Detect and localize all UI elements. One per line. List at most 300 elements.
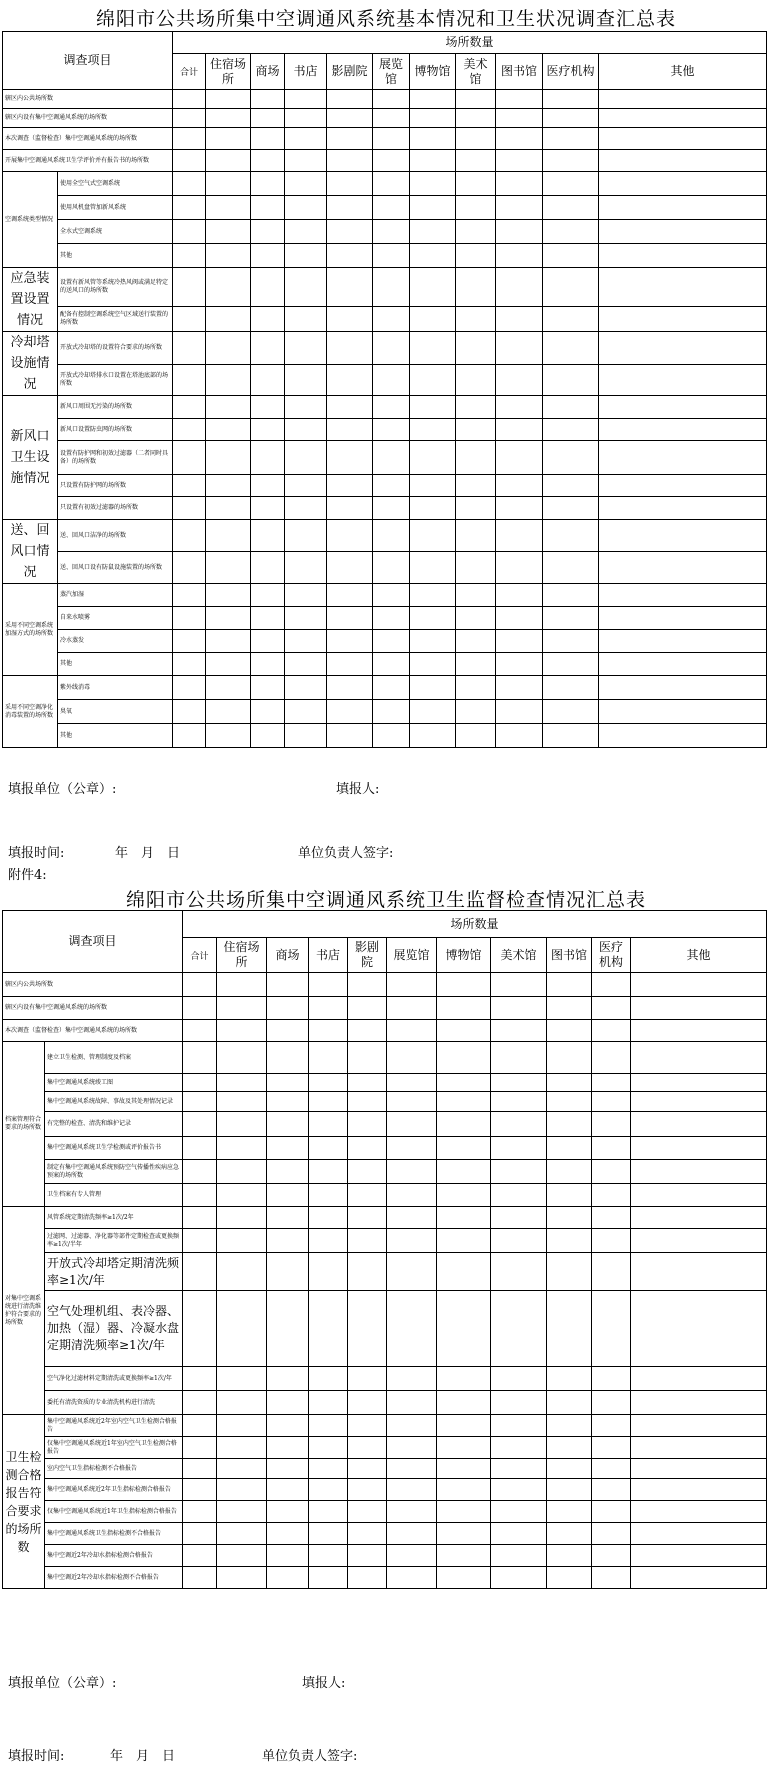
data-cell xyxy=(217,1479,267,1501)
data-cell xyxy=(173,607,206,630)
data-cell xyxy=(217,997,267,1020)
data-cell xyxy=(373,172,410,196)
data-cell xyxy=(348,1160,387,1184)
data-cell xyxy=(173,172,206,196)
data-cell xyxy=(491,1137,547,1160)
data-cell xyxy=(599,172,767,196)
data-cell xyxy=(327,244,373,268)
data-cell xyxy=(496,90,543,109)
data-cell xyxy=(437,1042,491,1074)
data-cell xyxy=(410,365,456,396)
data-cell xyxy=(348,1391,387,1415)
column-header: 合计 xyxy=(183,938,217,973)
data-cell xyxy=(437,1074,491,1092)
t1-footer-time: 填报时间: xyxy=(8,846,65,861)
data-cell xyxy=(592,1567,631,1589)
row-label: 辖区内公共场所数 xyxy=(3,90,173,109)
data-cell xyxy=(599,150,767,172)
data-cell xyxy=(592,1074,631,1092)
data-cell xyxy=(599,441,767,475)
data-cell xyxy=(491,1459,547,1479)
data-cell xyxy=(547,997,592,1020)
data-cell xyxy=(183,997,217,1020)
data-cell xyxy=(410,441,456,475)
data-cell xyxy=(437,1020,491,1042)
sub-label: 开放式冷却塔排水口设置在塔池底部的场所数 xyxy=(58,365,173,396)
data-cell xyxy=(437,1545,491,1567)
sub-label: 蒸汽加湿 xyxy=(58,584,173,607)
data-cell xyxy=(206,172,251,196)
data-cell xyxy=(373,630,410,653)
data-cell xyxy=(496,475,543,497)
sub-label: 设置有防护网和初效过滤器（二者同时具备）的场所数 xyxy=(58,441,173,475)
data-cell xyxy=(547,1437,592,1459)
data-cell xyxy=(387,1229,437,1253)
data-cell xyxy=(373,332,410,365)
data-cell xyxy=(327,630,373,653)
data-cell xyxy=(410,150,456,172)
data-cell xyxy=(456,676,496,700)
data-cell xyxy=(437,1523,491,1545)
data-cell xyxy=(251,520,285,552)
data-cell xyxy=(217,1415,267,1437)
data-cell xyxy=(410,724,456,748)
sub-label: 使用风机盘管加新风系统 xyxy=(58,196,173,220)
data-cell xyxy=(348,1479,387,1501)
data-cell xyxy=(373,497,410,520)
table-row xyxy=(3,700,767,724)
data-cell xyxy=(491,1229,547,1253)
data-cell xyxy=(251,172,285,196)
data-cell xyxy=(285,724,327,748)
data-cell xyxy=(547,1415,592,1437)
data-cell xyxy=(599,700,767,724)
data-cell xyxy=(173,196,206,220)
table-row xyxy=(3,1545,767,1567)
data-cell xyxy=(496,365,543,396)
data-cell xyxy=(456,196,496,220)
data-cell xyxy=(173,700,206,724)
data-cell xyxy=(183,1367,217,1391)
data-cell xyxy=(592,1437,631,1459)
header-row xyxy=(3,32,767,54)
data-cell xyxy=(437,1137,491,1160)
data-cell xyxy=(309,1137,348,1160)
data-cell xyxy=(547,1567,592,1589)
table-row xyxy=(3,365,767,396)
data-cell xyxy=(217,1160,267,1184)
data-cell xyxy=(592,1207,631,1229)
quantity-header: 场所数量 xyxy=(183,911,767,938)
column-header: 合计 xyxy=(173,54,206,90)
sub-label: 集中空调通风系统故障、事故及其处理情况记录 xyxy=(45,1092,183,1112)
data-cell xyxy=(309,1367,348,1391)
attachment-label: 附件4: xyxy=(8,868,47,883)
sub-label: 送、回风口设有防鼠设施装置的场所数 xyxy=(58,552,173,584)
data-cell xyxy=(267,1415,309,1437)
data-cell xyxy=(348,1184,387,1207)
data-cell xyxy=(547,1042,592,1074)
sub-label: 新风口设置防虫网的场所数 xyxy=(58,419,173,441)
data-cell xyxy=(496,307,543,332)
data-cell xyxy=(348,1020,387,1042)
group-label: 采用不同空调系统加湿方式的场所数 xyxy=(3,584,58,676)
data-cell xyxy=(267,1184,309,1207)
data-cell xyxy=(251,244,285,268)
row-label: 辖区内设有集中空调通风系统的场所数 xyxy=(3,997,183,1020)
data-cell xyxy=(456,150,496,172)
data-cell xyxy=(599,584,767,607)
column-header: 书店 xyxy=(309,938,348,973)
data-cell xyxy=(309,997,348,1020)
data-cell xyxy=(327,653,373,676)
data-cell xyxy=(437,1479,491,1501)
data-cell xyxy=(285,396,327,419)
data-cell xyxy=(327,724,373,748)
data-cell xyxy=(387,1092,437,1112)
data-cell xyxy=(285,332,327,365)
data-cell xyxy=(543,90,599,109)
data-cell xyxy=(309,1042,348,1074)
data-cell xyxy=(543,172,599,196)
data-cell xyxy=(387,1501,437,1523)
data-cell xyxy=(496,584,543,607)
table-row xyxy=(3,220,767,244)
data-cell xyxy=(251,475,285,497)
data-cell xyxy=(251,497,285,520)
data-cell xyxy=(547,1020,592,1042)
data-cell xyxy=(410,90,456,109)
data-cell xyxy=(599,220,767,244)
table-row xyxy=(3,172,767,196)
column-header: 美术馆 xyxy=(491,938,547,973)
data-cell xyxy=(251,653,285,676)
table-row xyxy=(3,1229,767,1253)
data-cell xyxy=(543,128,599,150)
data-cell xyxy=(592,1020,631,1042)
data-cell xyxy=(543,150,599,172)
sub-label: 开放式冷却塔的设置符合要求的场所数 xyxy=(58,332,173,365)
data-cell xyxy=(437,1367,491,1391)
data-cell xyxy=(592,1092,631,1112)
data-cell xyxy=(547,1291,592,1367)
data-cell xyxy=(410,607,456,630)
table-row xyxy=(3,1391,767,1415)
table-row xyxy=(3,307,767,332)
table-row xyxy=(3,997,767,1020)
data-cell xyxy=(599,244,767,268)
data-cell xyxy=(592,1253,631,1291)
data-cell xyxy=(456,268,496,307)
data-cell xyxy=(543,497,599,520)
data-cell xyxy=(631,1501,767,1523)
sub-label: 仅集中空调通风系统近1年卫生指标检测合格报告 xyxy=(45,1501,183,1523)
data-cell xyxy=(327,497,373,520)
data-cell xyxy=(327,700,373,724)
data-cell xyxy=(217,1391,267,1415)
data-cell xyxy=(437,1567,491,1589)
data-cell xyxy=(456,552,496,584)
sub-label: 全水式空调系统 xyxy=(58,220,173,244)
data-cell xyxy=(547,1229,592,1253)
data-cell xyxy=(206,676,251,700)
data-cell xyxy=(496,196,543,220)
data-cell xyxy=(285,475,327,497)
data-cell xyxy=(217,1112,267,1137)
data-cell xyxy=(173,441,206,475)
sub-label: 仅集中空调通风系统近1年室内空气卫生检测合格报告 xyxy=(45,1437,183,1459)
data-cell xyxy=(387,1567,437,1589)
data-cell xyxy=(206,365,251,396)
t1-footer-unit: 填报单位（公章）: xyxy=(8,782,117,797)
data-cell xyxy=(631,1567,767,1589)
data-cell xyxy=(251,150,285,172)
data-cell xyxy=(496,676,543,700)
data-cell xyxy=(437,1291,491,1367)
column-header: 其他 xyxy=(631,938,767,973)
data-cell xyxy=(456,172,496,196)
group-label: 对集中空调系统进行清洗维护符合要求的场所数 xyxy=(3,1207,45,1415)
data-cell xyxy=(547,1092,592,1112)
data-cell xyxy=(348,1229,387,1253)
data-cell xyxy=(631,1042,767,1074)
column-header: 住宿场所 xyxy=(217,938,267,973)
table-row xyxy=(3,109,767,128)
data-cell xyxy=(267,1042,309,1074)
data-cell xyxy=(267,1523,309,1545)
data-cell xyxy=(491,1020,547,1042)
data-cell xyxy=(267,1437,309,1459)
data-cell xyxy=(173,220,206,244)
data-cell xyxy=(285,244,327,268)
data-cell xyxy=(206,441,251,475)
data-cell xyxy=(183,1042,217,1074)
data-cell xyxy=(592,973,631,997)
data-cell xyxy=(599,497,767,520)
sub-label: 开放式冷却塔定期清洗频率≥1次/年 xyxy=(45,1253,183,1291)
sub-label: 建立卫生检测、管理制度及档案 xyxy=(45,1042,183,1074)
data-cell xyxy=(547,1160,592,1184)
group-label: 档案管理符合要求的场所数 xyxy=(3,1042,45,1207)
data-cell xyxy=(251,441,285,475)
table-row xyxy=(3,1437,767,1459)
data-cell xyxy=(173,584,206,607)
data-cell xyxy=(309,1415,348,1437)
data-cell xyxy=(285,268,327,307)
quantity-header: 场所数量 xyxy=(173,32,767,54)
sub-label: 卫生档案有专人管理 xyxy=(45,1184,183,1207)
data-cell xyxy=(267,1137,309,1160)
data-cell xyxy=(491,1092,547,1112)
t2-footer-date: 年 月 日 xyxy=(110,1749,176,1764)
data-cell xyxy=(251,109,285,128)
data-cell xyxy=(592,1479,631,1501)
data-cell xyxy=(491,1074,547,1092)
data-cell xyxy=(309,1229,348,1253)
data-cell xyxy=(496,332,543,365)
data-cell xyxy=(410,196,456,220)
data-cell xyxy=(309,1207,348,1229)
data-cell xyxy=(183,1459,217,1479)
data-cell xyxy=(491,1253,547,1291)
data-cell xyxy=(410,332,456,365)
data-cell xyxy=(267,1092,309,1112)
data-cell xyxy=(373,441,410,475)
data-cell xyxy=(631,1074,767,1092)
data-cell xyxy=(285,109,327,128)
data-cell xyxy=(285,676,327,700)
table-row xyxy=(3,552,767,584)
data-cell xyxy=(267,1160,309,1184)
data-cell xyxy=(410,419,456,441)
data-cell xyxy=(547,1112,592,1137)
data-cell xyxy=(309,1020,348,1042)
data-cell xyxy=(267,1567,309,1589)
data-cell xyxy=(373,700,410,724)
data-cell xyxy=(496,172,543,196)
data-cell xyxy=(410,128,456,150)
data-cell xyxy=(173,419,206,441)
data-cell xyxy=(285,365,327,396)
data-cell xyxy=(327,552,373,584)
group-label: 空调系统类型情况 xyxy=(3,172,58,268)
data-cell xyxy=(496,128,543,150)
data-cell xyxy=(309,1112,348,1137)
table-row xyxy=(3,1112,767,1137)
table2-title: 绵阳市公共场所集中空调通风系统卫生监督检查情况汇总表 xyxy=(125,889,646,911)
data-cell xyxy=(173,520,206,552)
table-row xyxy=(3,128,767,150)
data-cell xyxy=(309,1092,348,1112)
data-cell xyxy=(309,1479,348,1501)
table1-title: 绵阳市公共场所集中空调通风系统基本情况和卫生状况调查汇总表 xyxy=(95,8,676,30)
data-cell xyxy=(267,1291,309,1367)
data-cell xyxy=(183,1160,217,1184)
data-cell xyxy=(373,307,410,332)
data-cell xyxy=(410,700,456,724)
data-cell xyxy=(599,630,767,653)
data-cell xyxy=(267,973,309,997)
data-cell xyxy=(547,1459,592,1479)
table-row xyxy=(3,1567,767,1589)
data-cell xyxy=(183,1291,217,1367)
data-cell xyxy=(327,268,373,307)
data-cell xyxy=(251,419,285,441)
data-cell xyxy=(217,1567,267,1589)
data-cell xyxy=(387,1545,437,1567)
table-row xyxy=(3,1291,767,1367)
data-cell xyxy=(373,220,410,244)
data-cell xyxy=(373,396,410,419)
data-cell xyxy=(251,700,285,724)
table-row xyxy=(3,1184,767,1207)
table-row xyxy=(3,196,767,220)
data-cell xyxy=(456,520,496,552)
data-cell xyxy=(183,1112,217,1137)
group-label: 冷却塔设施情况 xyxy=(3,332,58,396)
data-cell xyxy=(267,1545,309,1567)
data-cell xyxy=(348,1291,387,1367)
data-cell xyxy=(387,1160,437,1184)
data-cell xyxy=(327,172,373,196)
sub-label: 冷水蒸发 xyxy=(58,630,173,653)
data-cell xyxy=(251,724,285,748)
data-cell xyxy=(547,1367,592,1391)
data-cell xyxy=(599,520,767,552)
data-cell xyxy=(387,1207,437,1229)
data-cell xyxy=(327,441,373,475)
row-label: 辖区内公共场所数 xyxy=(3,973,183,997)
data-cell xyxy=(217,1291,267,1367)
table-row xyxy=(3,268,767,307)
data-cell xyxy=(631,1229,767,1253)
table-row xyxy=(3,332,767,365)
table-row xyxy=(3,973,767,997)
data-cell xyxy=(251,676,285,700)
data-cell xyxy=(592,1160,631,1184)
data-cell xyxy=(547,1074,592,1092)
data-cell xyxy=(599,365,767,396)
data-cell xyxy=(543,220,599,244)
data-cell xyxy=(348,1112,387,1137)
data-cell xyxy=(410,475,456,497)
data-cell xyxy=(217,1437,267,1459)
sub-label: 新风口周围无污染的场所数 xyxy=(58,396,173,419)
data-cell xyxy=(599,607,767,630)
data-cell xyxy=(496,700,543,724)
data-cell xyxy=(437,1160,491,1184)
data-cell xyxy=(348,1567,387,1589)
data-cell xyxy=(309,1391,348,1415)
table-row xyxy=(3,150,767,172)
data-cell xyxy=(327,365,373,396)
data-cell xyxy=(543,441,599,475)
data-cell xyxy=(267,1479,309,1501)
data-cell xyxy=(327,307,373,332)
data-cell xyxy=(543,419,599,441)
data-cell xyxy=(599,724,767,748)
data-cell xyxy=(206,307,251,332)
data-cell xyxy=(599,396,767,419)
data-cell xyxy=(543,332,599,365)
data-cell xyxy=(437,973,491,997)
table-row xyxy=(3,1479,767,1501)
data-cell xyxy=(491,1367,547,1391)
data-cell xyxy=(373,90,410,109)
data-cell xyxy=(547,1545,592,1567)
data-cell xyxy=(491,1567,547,1589)
data-cell xyxy=(592,1459,631,1479)
data-cell xyxy=(206,332,251,365)
data-cell xyxy=(348,1367,387,1391)
data-cell xyxy=(183,1567,217,1589)
data-cell xyxy=(267,1253,309,1291)
data-cell xyxy=(543,268,599,307)
data-cell xyxy=(387,1415,437,1437)
sub-label: 集中空调通风系统近2年卫生指标检测合格报告 xyxy=(45,1479,183,1501)
data-cell xyxy=(173,630,206,653)
data-cell xyxy=(309,1074,348,1092)
data-cell xyxy=(285,196,327,220)
sub-label: 空气净化过滤材料定期清洗或更换频率≥1次/年 xyxy=(45,1367,183,1391)
data-cell xyxy=(183,1020,217,1042)
data-cell xyxy=(456,307,496,332)
data-cell xyxy=(543,396,599,419)
data-cell xyxy=(599,307,767,332)
data-cell xyxy=(456,419,496,441)
data-cell xyxy=(456,365,496,396)
data-cell xyxy=(599,419,767,441)
